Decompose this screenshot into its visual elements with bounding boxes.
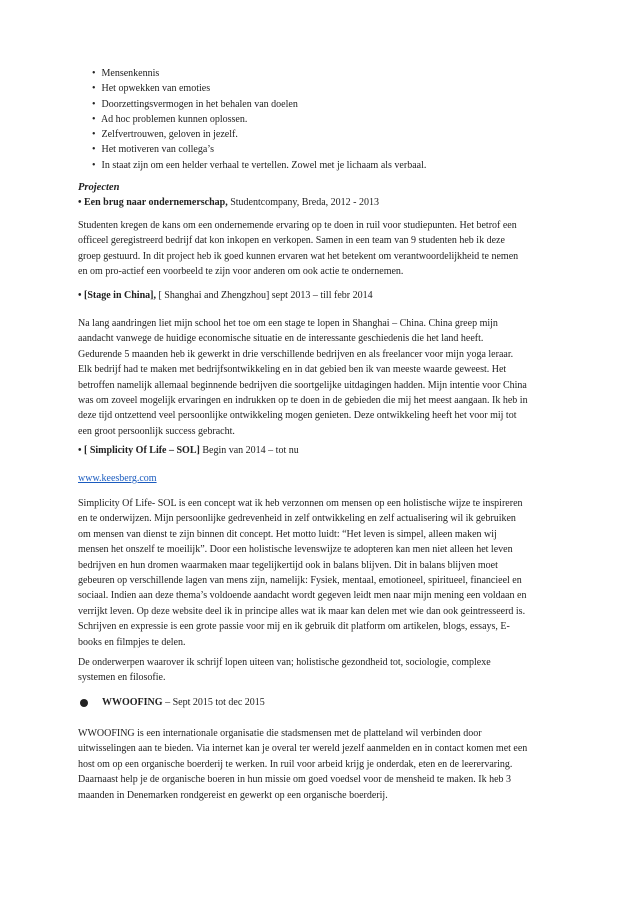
list-item: • Het motiveren van collega’s	[92, 144, 214, 156]
skill-text: Doorzettingsvermogen in het behalen van doelen	[101, 98, 298, 110]
project-4-body	[78, 726, 568, 803]
projects-section	[78, 180, 568, 211]
paragraph-line: Schrijven en expressie is een grote passie voor mij en ik gebruik dit platform om artikelen, blogs, essays, E-	[78, 621, 510, 633]
paragraph-line: Studenten kregen de kans om een ondernemende ervaring op te doen in ruil voor studiepunten. Het betrof een	[78, 220, 517, 231]
project-meta: – Sept 2015 tot dec 2015	[162, 697, 265, 708]
project-name: • [Stage in China],	[78, 290, 156, 301]
paragraph-line: WWOOFING is een internationale organisatie die stadsmensen met de platteland wil verbinden door	[78, 728, 482, 739]
paragraph-line: Elk bedrijf had te maken met bedrijfsontwikkeling en in dat gebied ben ik van meeste waarde geweest. Het	[78, 364, 507, 376]
paragraph-line: en om pro-actief een voorbeeld te zijn voor anderen om ook actie te ondernemen.	[78, 266, 404, 278]
project-name: WWOOFING	[102, 697, 163, 708]
list-item: • Ad hoc problemen kunnen oplossen.	[92, 113, 248, 125]
list-item: • Zelfvertrouwen, geloven in jezelf.	[92, 129, 238, 141]
paragraph-line: was om zoveel mogelijk ervaringen en indrukken op te doen in de gebieden die mij het meest aangaan. Ik heb in	[78, 395, 528, 407]
paragraph-line: aandacht vanwege de huidige economische situatie en de interessante geschiedenis die het land heeft.	[78, 333, 484, 345]
project-meta: Studentcompany, Breda, 2012 - 2013	[227, 197, 379, 209]
skill-text: Ad hoc problemen kunnen oplossen.	[100, 113, 248, 125]
paragraph-line: De onderwerpen waarover ik schrijf lopen uiteen van; holistische gezondheid tot, sociologie, complexe	[78, 657, 491, 668]
skill-text: Mensenkennis	[101, 68, 160, 79]
project-1-body	[78, 218, 568, 280]
project-3-extra	[78, 655, 568, 686]
skill-text: Zelfvertrouwen, geloven in jezelf.	[101, 129, 238, 141]
paragraph-line: om mensen van dienst te zijn binnen dit concept. Het motto luidt: “Het leven is simpel, alleen maken wij	[78, 528, 497, 540]
paragraph-line: maanden in Denemarken rondgereist en gewerkt op een organische boerderij.	[78, 789, 388, 801]
project-meta: Begin van 2014 – tot nu	[199, 445, 299, 456]
project-2-body	[78, 316, 568, 439]
paragraph-line: host om op een organische boerderij te werken. In ruil voor arbeid krijg je onderdak, eten en de leerervaring.	[78, 758, 513, 770]
paragraph-line: bedrijven en hun dromen waarmaken maar tegelijkertijd ook in balans blijven. Dit in balans blijven moet	[78, 559, 498, 571]
skills-list	[92, 66, 426, 173]
project-3-body	[78, 496, 568, 650]
section-title: Projecten	[78, 182, 120, 193]
list-item: • Het opwekken van emoties	[92, 83, 211, 95]
paragraph-line: gebeuren op verschillende lagen van mens zijn, namelijk: Fysiek, mentaal, emotioneel, spiritueel, financieel en	[78, 575, 522, 587]
skill-text: In staat zijn om een helder verhaal te vertellen. Zowel met je lichaam als verbaal.	[101, 159, 427, 171]
paragraph-line: Simplicity Of Life- SOL is een concept wat ik heb verzonnen om mensen op een holistische wijze te inspireren	[78, 498, 523, 509]
paragraph-line: officeel geregistreerd bedrijf dat kon inkopen en verkopen. Samen in een team van 9 studenten heb ik deze	[78, 235, 505, 247]
paragraph-line: uitwisselingen aan te bieden. Via internet kan je overal ter wereld jezelf aanmelden en in contact komen met een	[78, 743, 528, 755]
list-item: • In staat zijn om een helder verhaal te vertellen. Zowel met je lichaam als verbaal.	[92, 159, 427, 171]
project-name: • Een brug naar ondernemerschap,	[78, 197, 228, 209]
paragraph-line: mensen het onszelf te moeilijk”. Door een holistische levenswijze te adopteren kan men niet alleen het leven	[78, 544, 513, 556]
paragraph-line: deze tijd ontzettend veel persoonlijke ontwikkeling mogen genieten. Deze ontwikkeling heeft het voor mij tot	[78, 410, 517, 422]
list-item: • Doorzettingsvermogen in het behalen van doelen	[92, 98, 298, 110]
project-4-heading	[80, 697, 265, 708]
paragraph-line: een groot persoonlijk success gebracht.	[78, 425, 235, 437]
paragraph-line: systemen en filosofie.	[78, 672, 166, 684]
paragraph-line: Daarnaast help je de organische boeren in hun missie om goed voedsel voor de mensheid te maken. Ik heb 3	[78, 774, 512, 786]
paragraph-line: Gedurende 5 maanden heb ik gewerkt in drie verschillende bedrijven en als freelancer voor mijn yoga leraar.	[78, 348, 514, 360]
paragraph-line: en te onderwijzen. Mijn persoonlijke gedrevenheid in zelf ontwikkeling en zelf actualisering wil ik gebruiken	[78, 513, 516, 525]
paragraph-line: books en filmpjes te delen.	[78, 636, 186, 648]
project-2-heading	[78, 288, 568, 303]
project-3-heading	[78, 443, 568, 458]
paragraph-line: verrijkt leven. Op deze website deel ik in principe alles wat ik maar kan delen met wie dan ook geintresseerd is.	[78, 605, 526, 617]
list-item: • Mensenkennis	[92, 68, 160, 79]
skill-text: Het opwekken van emoties	[101, 83, 211, 95]
skill-text: Het motiveren van collega’s	[101, 144, 214, 156]
paragraph-line: sociaal. Indien aan deze thema’s voldoende aandacht wordt gegeven leidt men naar mijn mening een voldaan en	[78, 590, 527, 602]
website-link[interactable]: www.keesberg.com	[78, 473, 157, 484]
project-name: • [ Simplicity Of Life – SOL]	[78, 445, 200, 456]
project-3-link-row	[78, 471, 568, 486]
paragraph-line: groep gestuurd. In dit project heb ik goed kunnen ervaren wat het betekent om verantwoordelijkheid te nemen	[78, 250, 519, 262]
project-heading	[78, 195, 568, 210]
paragraph-line: Na lang aandringen liet mijn school het toe om een stage te lopen in Shanghai – China. China greep mijn	[78, 318, 498, 329]
bullet-icon	[80, 699, 88, 707]
paragraph-line: betroffen namelijk allemaal beginnende bedrijven die soortgelijke uitdagingen hadden. Mijn intentie voor China	[78, 379, 527, 391]
project-meta: [ Shanghai and Zhengzhou] sept 2013 – till febr 2014	[155, 290, 373, 301]
